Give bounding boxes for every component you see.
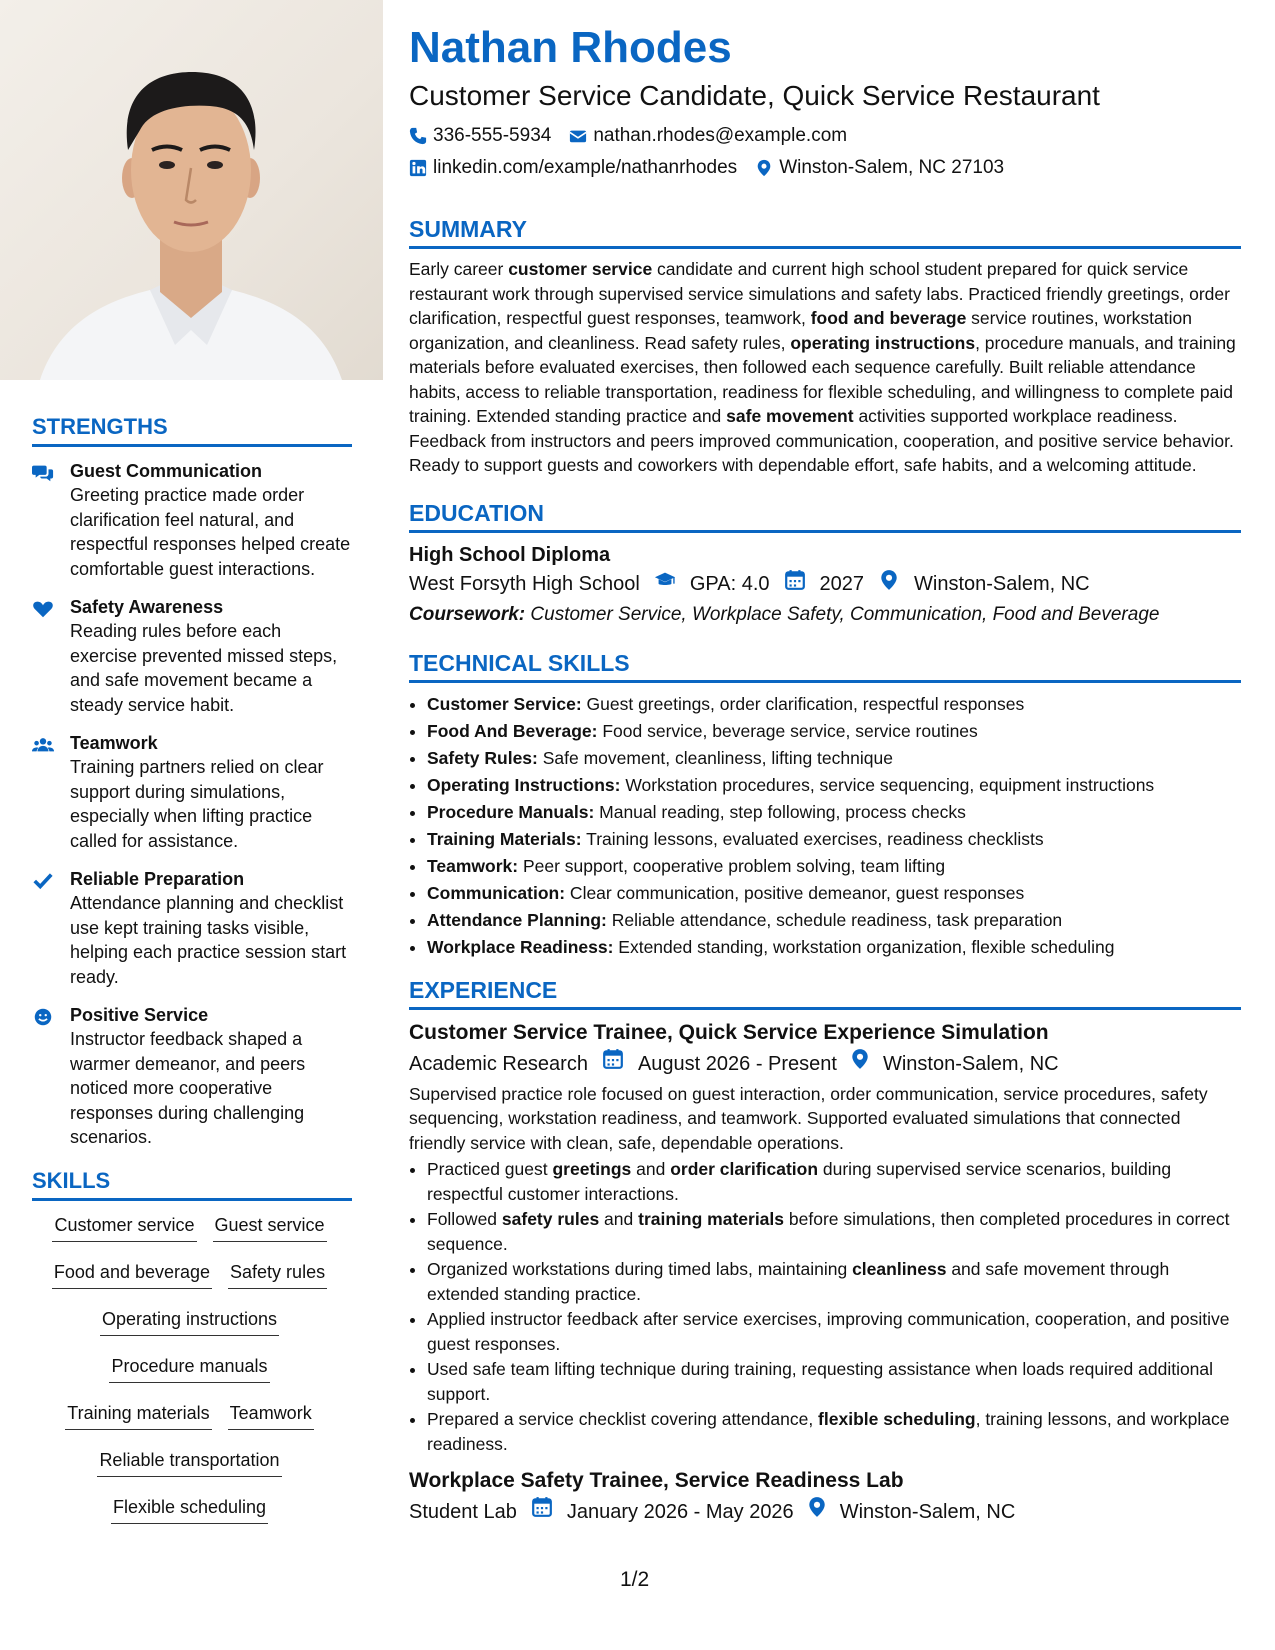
strength-title: Reliable Preparation <box>70 869 245 889</box>
bullet-keyword: flexible scheduling <box>818 1409 976 1429</box>
bullet-keyword: safety rules <box>501 1209 600 1229</box>
calendar-icon <box>531 1496 553 1518</box>
list-item <box>427 718 1241 745</box>
summary-section <box>409 214 1241 478</box>
skill-label: Attendance Planning: <box>427 909 607 930</box>
strength-desc: Reading rules before each exercise prevented missed steps, and safe movement became a steady service habit. <box>70 621 338 715</box>
technical-skills-rule <box>409 680 1241 683</box>
job-dates: January 2026 - May 2026 <box>566 1501 794 1523</box>
phone-text[interactable]: 336-555-5934 <box>433 125 552 146</box>
strength-desc: Greeting practice made order clarification feel natural, and respectful responses helped create comfortable guest interactions. <box>70 485 351 579</box>
strengths-title: STRENGTHS <box>32 414 168 439</box>
summary-text <box>409 257 1241 478</box>
job-entry <box>409 1018 1241 1457</box>
location-text: Winston-Salem, NC 27103 <box>779 157 1005 178</box>
skill-text: Clear communication, positive demeanor, guest responses <box>565 882 1025 903</box>
skill-label: Customer Service: <box>427 693 582 714</box>
bullet-part: and safe movement through extended standing practice. <box>427 1259 1170 1304</box>
skill-text: Training lessons, evaluated exercises, readiness checklists <box>581 828 1044 849</box>
list-item <box>427 907 1241 934</box>
list-item <box>427 853 1241 880</box>
bullet-part: Prepared a service checklist covering attendance, <box>427 1409 819 1429</box>
bullet-part: , training lessons, and workplace readiness. <box>427 1409 1230 1454</box>
strength-title: Positive Service <box>70 1005 209 1025</box>
strength-title: Teamwork <box>70 733 158 753</box>
candidate-name: Nathan Rhodes <box>409 23 732 72</box>
skill-text: Extended standing, workstation organization, flexible scheduling <box>613 936 1115 957</box>
summary-part: service routines, workstation organization, and cleanliness. Read safety rules, <box>409 308 1192 353</box>
job-title: Customer Service Trainee, Quick Service Experience Simulation <box>409 1020 1049 1044</box>
location-pin-icon <box>808 1496 826 1518</box>
job-org: Academic Research <box>409 1052 588 1075</box>
job-location: Winston-Salem, NC <box>839 1501 1016 1523</box>
degree: High School Diploma <box>409 543 611 566</box>
skill-text: Reliable attendance, schedule readiness, task preparation <box>606 909 1063 930</box>
bullet-part: and <box>631 1159 671 1179</box>
strength-item <box>32 731 352 853</box>
skill-chip: Training materials <box>65 1401 211 1430</box>
bullet-keyword: greetings <box>552 1159 632 1179</box>
bullet-part: before simulations, then completed procedures in correct sequence. <box>427 1209 1230 1254</box>
technical-skills-title: TECHNICAL SKILLS <box>409 649 630 676</box>
experience-rule <box>409 1007 1241 1010</box>
bullet-part: Practiced guest <box>427 1159 553 1179</box>
calendar-icon <box>784 569 806 591</box>
coursework-list: Customer Service, Workplace Safety, Communication, Food and Beverage <box>530 603 1160 625</box>
skill-chip: Safety rules <box>228 1260 327 1289</box>
strengths-rule <box>32 444 352 447</box>
left-column <box>0 0 383 1650</box>
bullet-part: Organized workstations during timed labs, maintaining <box>427 1259 853 1279</box>
job-org: Student Lab <box>409 1501 517 1523</box>
skill-chip: Procedure manuals <box>109 1354 269 1383</box>
bullet-keyword: cleanliness <box>852 1259 947 1279</box>
skills-title: SKILLS <box>32 1167 111 1193</box>
summary-part: , procedure manuals, and training materials before evaluated exercises, then followed each sequence carefully. Built reliable attendance habits, access to reliable transportation, readiness for flexible scheduling, and willingness to complete paid training. Extended standing practice and <box>409 332 1236 426</box>
location-pin-icon <box>851 1048 869 1070</box>
linkedin-icon <box>409 159 427 177</box>
skill-label: Teamwork: <box>427 855 519 876</box>
strength-item <box>32 595 352 717</box>
page-number: 1/2 <box>620 1568 650 1591</box>
summary-part: candidate and current high school student prepared for quick service restaurant work through supervised service simulations and safety labs. Practiced friendly greetings, order clarification, respectful guest responses, teamwork, <box>409 259 1230 328</box>
list-item <box>427 1307 1241 1356</box>
job-meta <box>409 1496 1241 1528</box>
linkedin-text[interactable]: linkedin.com/example/nathanrhodes <box>433 157 738 178</box>
list-item <box>427 772 1241 799</box>
summary-keyword: operating instructions <box>790 332 976 353</box>
summary-part: activities supported workplace readiness. Feedback from instructors and peers improved communication, cooperation, and positive service behavior. Ready to support guests and coworkers with dependable effort, safe habits, and a welcoming attitude. <box>409 406 1234 475</box>
skills-list <box>32 1207 347 1536</box>
right-column <box>409 20 1241 1528</box>
skill-text: Guest greetings, order clarification, respectful responses <box>581 693 1025 714</box>
summary-keyword: food and beverage <box>810 308 967 328</box>
list-item <box>427 1157 1241 1206</box>
education-rule <box>409 530 1241 533</box>
education-section <box>409 498 1241 630</box>
summary-part: Early career <box>409 259 509 279</box>
portrait-illustration <box>0 0 383 380</box>
skill-chip: Guest service <box>213 1213 327 1242</box>
summary-rule <box>409 246 1241 249</box>
skill-chip: Teamwork <box>228 1401 314 1430</box>
job-bullets <box>409 1157 1241 1456</box>
coursework-label: Coursework: <box>409 603 526 625</box>
technical-skills-list <box>409 691 1241 961</box>
strength-item <box>32 459 352 581</box>
summary-keyword: safe movement <box>726 406 854 426</box>
skill-label: Safety Rules: <box>427 747 538 768</box>
skill-chip: Food and beverage <box>52 1260 212 1289</box>
email-text[interactable]: nathan.rhodes@example.com <box>593 125 848 146</box>
technical-skills-section <box>409 648 1241 961</box>
skill-text: Manual reading, step following, process checks <box>594 801 966 822</box>
location-pin-icon <box>878 569 900 591</box>
skill-label: Operating Instructions: <box>427 774 621 795</box>
school-name: West Forsyth High School <box>409 573 640 595</box>
education-details <box>409 569 1241 600</box>
list-item <box>427 1407 1241 1456</box>
list-item <box>427 1257 1241 1306</box>
job-location: Winston-Salem, NC <box>882 1052 1059 1075</box>
skill-label: Food And Beverage: <box>427 720 598 741</box>
skill-label: Communication: <box>427 882 566 903</box>
bullet-part: during supervised service scenarios, building respectful customer interactions. <box>427 1159 1172 1204</box>
gpa: GPA: 4.0 <box>689 573 770 595</box>
smile-icon <box>32 1007 54 1027</box>
skill-label: Training Materials: <box>427 828 582 849</box>
summary-title: SUMMARY <box>409 216 527 242</box>
list-item <box>427 934 1241 961</box>
bullet-part: and <box>599 1209 639 1229</box>
skill-text: Food service, beverage service, service routines <box>597 720 978 741</box>
education-title: EDUCATION <box>409 499 545 526</box>
profile-photo <box>0 0 383 380</box>
contact-row <box>409 152 1241 184</box>
job-meta <box>409 1048 1241 1080</box>
job-entry <box>409 1466 1241 1528</box>
graduation-year: 2027 <box>819 573 865 595</box>
job-title: Workplace Safety Trainee, Service Readiness Lab <box>409 1469 904 1492</box>
strength-item <box>32 867 352 989</box>
summary-keyword: customer service <box>508 259 653 279</box>
job-description: Supervised practice role focused on guest interaction, order communication, service procedures, safety sequencing, workstation readiness, and teamwork. Supported evaluated simulations that connected friendly service with clean, safe, dependable operations. <box>409 1083 1208 1153</box>
skill-chip: Flexible scheduling <box>111 1495 268 1524</box>
strength-title: Guest Communication <box>70 461 263 481</box>
list-item <box>427 1357 1241 1406</box>
skill-label: Procedure Manuals: <box>427 801 595 822</box>
check-icon <box>32 871 54 891</box>
bullet-part: Applied instructor feedback after service exercises, improving communication, cooperation, and positive guest responses. <box>427 1309 1230 1354</box>
skill-text: Safe movement, cleanliness, lifting technique <box>537 747 893 768</box>
bullet-part: Followed <box>427 1209 502 1229</box>
skill-chip: Operating instructions <box>100 1307 279 1336</box>
contact-row <box>409 120 1241 152</box>
coursework <box>409 600 1241 630</box>
skill-chip: Customer service <box>52 1213 196 1242</box>
users-icon <box>32 735 54 755</box>
strength-desc: Training partners relied on clear support during simulations, especially when lifting practice called for assistance. <box>70 757 324 851</box>
skill-text: Workstation procedures, service sequencing, equipment instructions <box>620 774 1155 795</box>
list-item <box>427 745 1241 772</box>
strengths-section <box>32 412 352 1536</box>
comments-icon <box>32 463 54 483</box>
heart-icon <box>32 599 54 619</box>
candidate-subtitle: Customer Service Candidate, Quick Service Restaurant <box>409 80 1100 111</box>
bullet-keyword: training materials <box>638 1209 785 1229</box>
list-item <box>427 691 1241 718</box>
bullet-part: Used safe team lifting technique during training, requesting assistance when loads required additional support. <box>427 1359 1214 1404</box>
skill-text: Peer support, cooperative problem solving, team lifting <box>518 855 946 876</box>
location-pin-icon <box>755 159 773 177</box>
list-item <box>427 880 1241 907</box>
list-item <box>427 1207 1241 1256</box>
skills-rule <box>32 1198 352 1201</box>
list-item <box>427 826 1241 853</box>
phone-icon <box>409 127 427 145</box>
job-dates: August 2026 - Present <box>637 1052 837 1075</box>
strength-title: Safety Awareness <box>70 597 224 617</box>
experience-section <box>409 975 1241 1529</box>
strength-desc: Instructor feedback shaped a warmer demeanor, and peers noticed more cooperative responses during challenging scenarios. <box>70 1029 306 1147</box>
calendar-icon <box>602 1048 624 1070</box>
graduation-cap-icon <box>654 569 676 591</box>
email-icon <box>569 127 587 145</box>
experience-title: EXPERIENCE <box>409 976 558 1003</box>
strength-desc: Attendance planning and checklist use kept training tasks visible, helping each practice session start ready. <box>70 893 347 987</box>
bullet-keyword: order clarification <box>670 1159 819 1179</box>
strength-item <box>32 1003 352 1150</box>
list-item <box>427 799 1241 826</box>
school-location: Winston-Salem, NC <box>914 573 1090 595</box>
skill-chip: Reliable transportation <box>97 1448 281 1477</box>
skill-label: Workplace Readiness: <box>427 936 614 957</box>
